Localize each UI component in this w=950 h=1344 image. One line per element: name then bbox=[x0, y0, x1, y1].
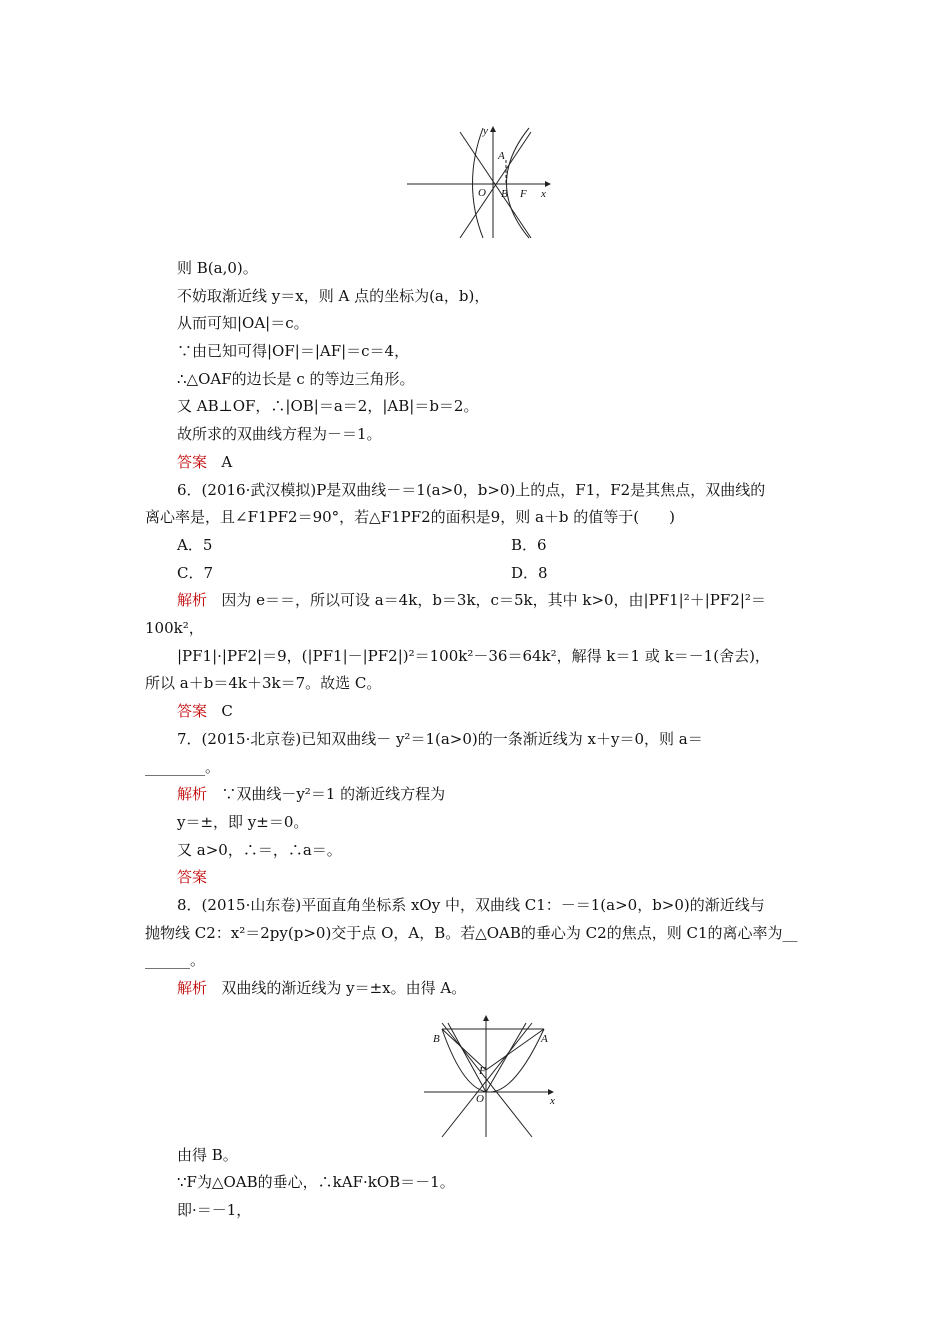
analysis-6-line-1: 解析 因为 e＝＝，所以可设 a＝4k，b＝3k，c＝5k，其中 k>0，由|PF1|²＋|PF2|²＝ bbox=[177, 591, 766, 609]
label-o: O bbox=[476, 1093, 484, 1105]
text-line-6: 又 AB⊥OF，∴|OB|＝a＝2，|AB|＝b＝2。 bbox=[177, 397, 479, 415]
answer-value: A bbox=[221, 453, 233, 471]
label-o: O bbox=[478, 187, 486, 199]
analysis-8-line-1: 解析 双曲线的渐近线为 y＝±x。由得 A。 bbox=[177, 979, 467, 997]
question-6-line-1: 6．(2016·武汉模拟)P是双曲线－＝1(a>0，b>0)上的点，F1，F2是其焦点，双曲线的 bbox=[177, 481, 766, 499]
text-line-5: ∴△OAF的边长是 c 的等边三角形。 bbox=[177, 370, 415, 388]
hyperbola-figure bbox=[405, 122, 555, 240]
question-7-line-2: ________。 bbox=[145, 758, 221, 776]
parabola-figure bbox=[422, 1015, 562, 1140]
y-axis-arrow bbox=[490, 126, 496, 132]
analysis-6-line-4: 所以 a＋b＝4k＋3k＝7。故选 C。 bbox=[145, 674, 382, 692]
analysis-6-line-3: |PF1|·|PF2|＝9，(|PF1|－|PF2|)²＝100k²－36＝64k²，解得 k＝1 或 k＝－1(舍去)， bbox=[177, 647, 770, 665]
label-b: B bbox=[433, 1033, 440, 1045]
hyperbola-left-branch bbox=[473, 128, 484, 238]
question-6-line-2: 离心率是，且∠F1PF2＝90°，若△F1PF2的面积是9，则 a＋b 的值等于( ) bbox=[145, 508, 676, 526]
answer-value: C bbox=[221, 702, 233, 720]
question-8-line-2: 抛物线 C2：x²＝2py(p>0)交于点 O，A，B。若△OAB的垂心为 C2的焦点，则 C1的离心率为__ bbox=[145, 924, 798, 942]
text-line-7: 故所求的双曲线方程为－＝1。 bbox=[177, 425, 382, 443]
analysis-label: 解析 bbox=[177, 785, 208, 803]
analysis-label: 解析 bbox=[177, 591, 208, 609]
answer-row-5 bbox=[177, 452, 232, 472]
answer-label: 答案 bbox=[177, 702, 208, 720]
answer-label: 答案 bbox=[177, 868, 208, 886]
segment-fa bbox=[486, 1029, 544, 1070]
y-axis-arrow bbox=[483, 1015, 489, 1021]
x-axis-arrow bbox=[545, 181, 551, 187]
label-x: x bbox=[550, 1095, 555, 1107]
label-b: B bbox=[501, 188, 508, 200]
option-b: B．6 bbox=[511, 536, 547, 554]
answer-row-6 bbox=[177, 701, 233, 721]
label-x: x bbox=[541, 188, 546, 200]
text-line-1: 则 B(a,0)。 bbox=[177, 259, 258, 277]
segment-oa bbox=[486, 1023, 526, 1092]
analysis-7-line-2: y＝±，即 y±＝0。 bbox=[177, 813, 309, 831]
segment-fb bbox=[442, 1029, 486, 1070]
analysis-6-line-2: 100k²， bbox=[145, 619, 204, 637]
analysis-7-line-3: 又 a>0，∴＝，∴a＝。 bbox=[177, 841, 342, 859]
analysis-label: 解析 bbox=[177, 979, 208, 997]
parabola bbox=[442, 1029, 544, 1092]
text-line-3: 从而可知|OA|＝c。 bbox=[177, 314, 309, 332]
label-f: F bbox=[479, 1065, 486, 1077]
text-line-2: 不妨取渐近线 y＝x，则 A 点的坐标为(a，b)， bbox=[177, 287, 490, 305]
question-8-line-3: ______。 bbox=[145, 951, 206, 969]
label-f: F bbox=[520, 188, 527, 200]
answer-row-7 bbox=[177, 867, 207, 887]
text-line-4: ∵由已知可得|OF|＝|AF|＝c＝4， bbox=[177, 342, 410, 360]
analysis-8-line-3: ∵F为△OAB的垂心，∴kAF·kOB＝－1。 bbox=[177, 1173, 455, 1191]
option-a: A．5 bbox=[177, 536, 213, 554]
analysis-7-line-1: 解析 ∵双曲线－y²＝1 的渐近线方程为 bbox=[177, 785, 446, 803]
analysis-8-line-4: 即·＝－1， bbox=[177, 1201, 252, 1219]
question-7-line-1: 7．(2015·北京卷)已知双曲线－ y²＝1(a>0)的一条渐近线为 x＋y＝0，则 a＝ bbox=[177, 730, 703, 748]
option-c: C．7 bbox=[177, 564, 214, 582]
hyperbola-right-branch bbox=[507, 128, 530, 238]
label-y: y bbox=[483, 125, 488, 137]
answer-label: 答案 bbox=[177, 453, 208, 471]
label-a: A bbox=[498, 150, 505, 162]
question-8-line-1: 8．(2015·山东卷)平面直角坐标系 xOy 中，双曲线 C1：－＝1(a>0，b>0)的渐近线与 bbox=[177, 896, 765, 914]
option-d: D．8 bbox=[511, 564, 548, 582]
label-a: A bbox=[541, 1033, 548, 1045]
analysis-8-line-2: 由得 B。 bbox=[177, 1146, 238, 1164]
